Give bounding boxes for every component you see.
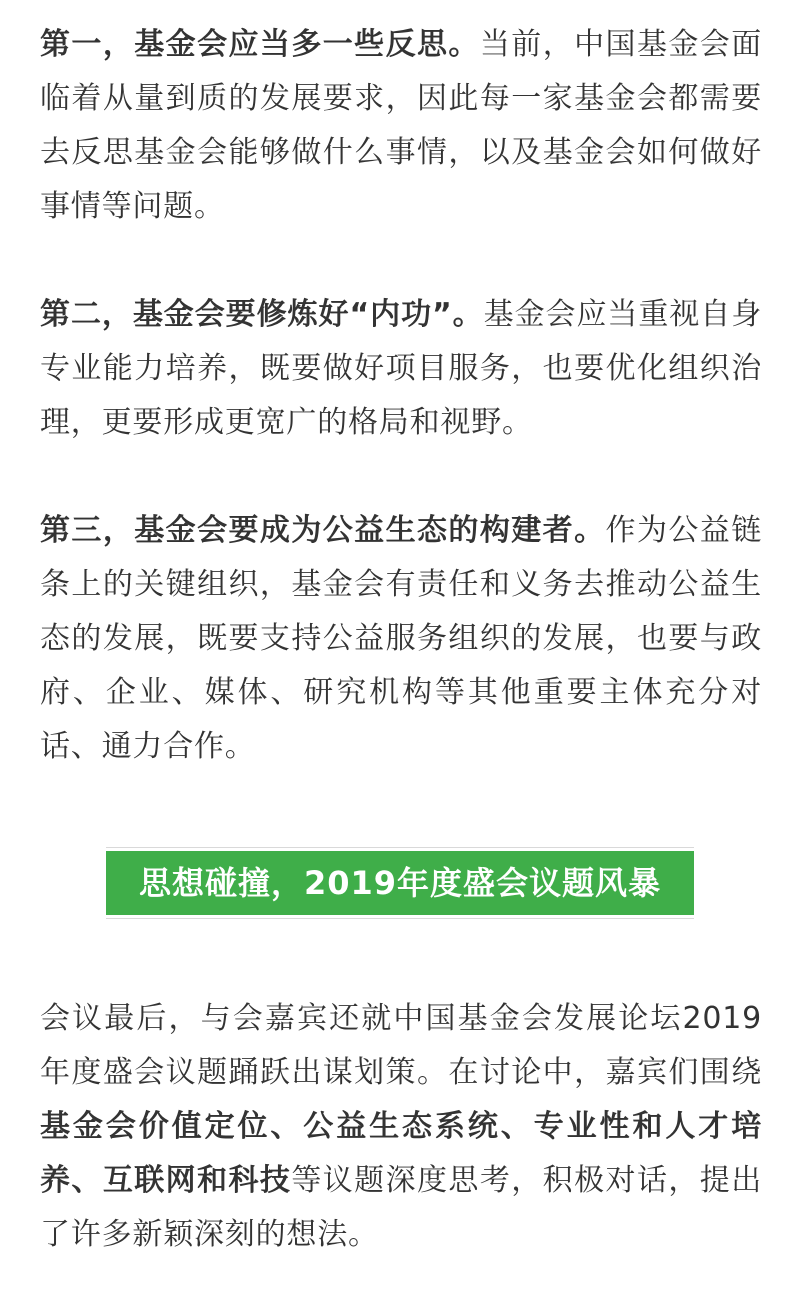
closing-lead-text: 会议最后，与会嘉宾还就中国基金会发展论坛2019年度盛会议题踊跃出谋划策。在讨论中，嘉宾们围绕: [40, 1001, 762, 1090]
paragraph-third-text: 作为公益链条上的关键组织，基金会有责任和义务去推动公益生态的发展，既要支持公益服务组织的发展，也要与政府、企业、媒体、研究机构等其他重要主体充分对话、通力合作。: [40, 513, 763, 764]
paragraph-third: [40, 504, 762, 774]
section-banner: [106, 851, 694, 915]
article-body: [40, 18, 762, 774]
closing-tail-text: 等议题深度思考，积极对话，提出了许多新颖深刻的想法。: [40, 1163, 762, 1252]
paragraph-first: [40, 18, 762, 234]
paragraph-second: [40, 288, 762, 450]
closing-bold-topics: 基金会价值定位、公益生态系统、专业性和人才培养、互联网和科技: [40, 1109, 762, 1198]
paragraph-third-heading: 第三，基金会要成为公益生态的构建者。: [40, 513, 606, 548]
banner-bottom-divider: [106, 918, 694, 919]
closing-paragraph: [40, 992, 762, 1262]
paragraph-first-heading: 第一，基金会应当多一些反思。: [40, 27, 480, 62]
banner-top-divider: [106, 847, 694, 848]
section-banner-title: 思想碰撞，2019年度盛会议题风暴: [106, 851, 694, 915]
paragraph-second-heading: 第二，基金会要修炼好“内功”。: [40, 297, 484, 332]
paragraph-first-text: 当前，中国基金会面临着从量到质的发展要求，因此每一家基金会都需要去反思基金会能够做什么事情，以及基金会如何做好事情等问题。: [40, 27, 763, 224]
paragraph-second-text: 基金会应当重视自身专业能力培养，既要做好项目服务，也要优化组织治理，更要形成更宽广的格局和视野。: [40, 297, 762, 440]
closing-section: [40, 992, 762, 1262]
